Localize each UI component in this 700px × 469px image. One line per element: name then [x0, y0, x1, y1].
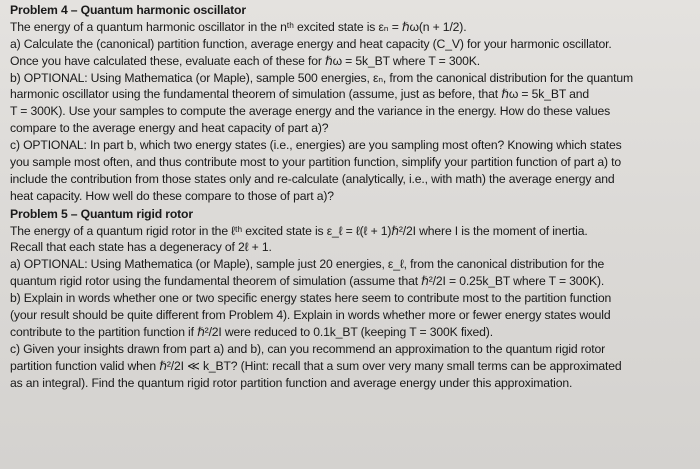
problem-4-line: you sample most often, and thus contribute most to your partition function, simplify your partition function of part a) to: [10, 155, 622, 170]
problem-4-line: Once you have calculated these, evaluate each of these for ℏω = 5k_BT where T = 300K.: [10, 53, 480, 68]
problem-5-line: a) OPTIONAL: Using Mathematica (or Maple), sample just 20 energies, ε_ℓ, from the canonical distribution for the: [10, 257, 605, 272]
problem-5-line: as an integral). Find the quantum rigid rotor partition function and average energy under this approximation.: [10, 375, 573, 390]
problem-5-title: Problem 5 – Quantum rigid rotor: [10, 206, 193, 221]
problem-5-line: c) Given your insights drawn from part a) and b), can you recommend an approximation to the quantum rigid rotor: [10, 341, 606, 356]
problem-5-line: contribute to the partition function if ℏ²/2I were reduced to 0.1k_BT (keeping T = 300K fixed).: [10, 324, 493, 339]
problem-4-line: include the contribution from those states only and re-calculate (analytically, i.e., with math) the average energy and: [10, 171, 615, 186]
problem-4-line: heat capacity. How well do these compare to those of part a)?: [10, 188, 334, 203]
problem-4-line: a) Calculate the (canonical) partition function, average energy and heat capacity (C_V) for your harmonic oscillator.: [10, 36, 612, 51]
problem-4-line: The energy of a quantum harmonic oscillator in the nᵗʰ excited state is εₙ = ℏω(n + 1/2).: [10, 19, 467, 34]
problem-4-line: compare to the average energy and heat capacity of part a)?: [10, 121, 329, 136]
problem-5-line: Recall that each state has a degeneracy of 2ℓ + 1.: [10, 240, 272, 255]
problem-4-line: c) OPTIONAL: In part b, which two energy states (i.e., energies) are you sampling most often? Knowing which states: [10, 138, 622, 153]
problem-4-line: T = 300K). Use your samples to compute the average energy and the variance in the energy. How do these values: [10, 104, 611, 119]
problem-4-line: harmonic oscillator using the fundamental theorem of simulation (assume, just as before, that ℏω = 5k_BT and: [10, 87, 590, 102]
problem-5-line: partition function valid when ℏ²/2I ≪ k_BT? (Hint: recall that a sum over very many small terms can be approximated: [10, 358, 622, 373]
problem-4-line: b) OPTIONAL: Using Mathematica (or Maple), sample 500 energies, εₙ, from the canonical distribution for the quantum: [10, 70, 634, 85]
problem-5-line: quantum rigid rotor using the fundamental theorem of simulation (assume that ℏ²/2I = 0.25k_BT where T = 300K).: [10, 274, 605, 289]
problem-5-line: (your result should be quite different from Problem 4). Explain in words whether more or fewer energy states would: [10, 308, 611, 323]
problem-5-line: b) Explain in words whether one or two specific energy states here seem to contribute most to the partition function: [10, 291, 612, 306]
problem-4-title: Problem 4 – Quantum harmonic oscillator: [10, 3, 246, 17]
problem-5-line: The energy of a quantum rigid rotor in the ℓᵗʰ excited state is ε_ℓ = ℓ(ℓ + 1)ℏ²/2I where I is the moment of inertia.: [10, 223, 588, 238]
